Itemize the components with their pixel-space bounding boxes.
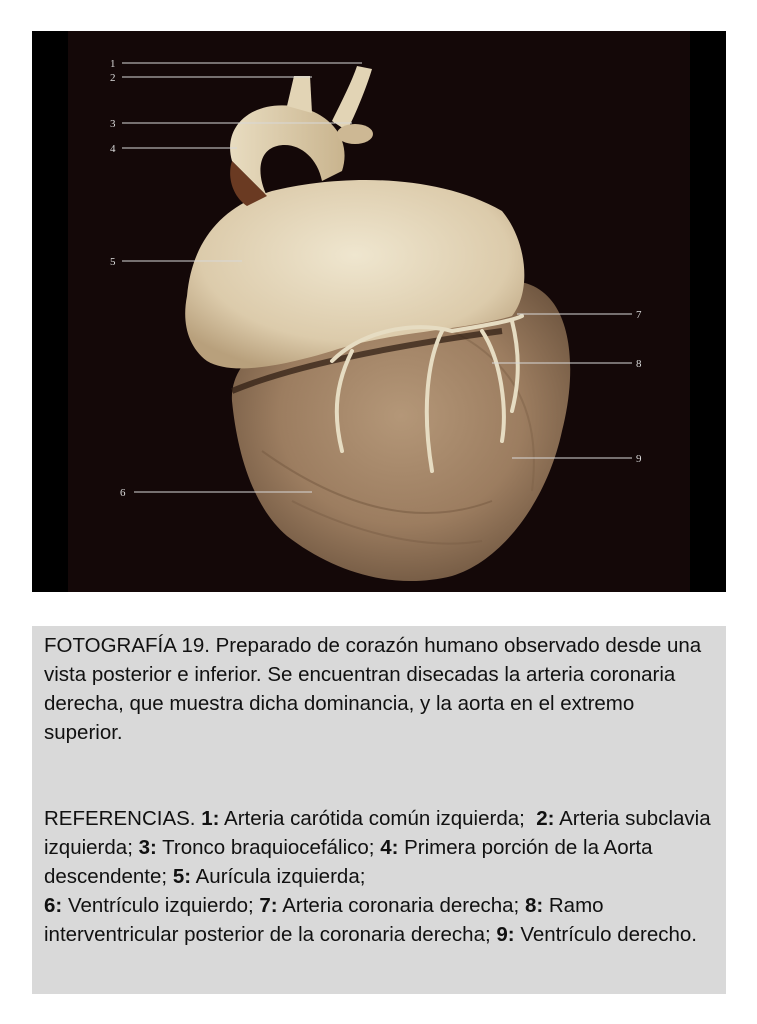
references-heading: REFERENCIAS. xyxy=(44,807,196,830)
caption-box xyxy=(32,626,726,994)
ref-number-6: 6: xyxy=(44,894,63,917)
ref-number-1: 1: xyxy=(201,807,220,830)
label-8: 8 xyxy=(636,358,642,370)
ref-text-6: Ventrículo izquierdo; xyxy=(67,894,254,917)
figure-caption: FOTOGRAFÍA 19. Preparado de corazón humano observado desde una vista posterior e inferior. Se encuentran disecadas la arteria coronaria derecha, que muestra dicha dominancia, y la aorta en el extremo superior. xyxy=(44,634,702,744)
heart-illustration xyxy=(32,31,726,592)
ref-text-8: Ramo interventricular posterior de la coronaria derecha; xyxy=(44,894,604,946)
ref-number-9: 9: xyxy=(496,923,515,946)
label-4: 4 xyxy=(110,143,116,155)
ref-number-3: 3: xyxy=(138,836,157,859)
ref-text-7: Arteria coronaria derecha; xyxy=(282,894,520,917)
ref-number-4: 4: xyxy=(380,836,399,859)
references xyxy=(44,804,716,949)
label-6: 6 xyxy=(120,487,126,499)
ref-text-5: Aurícula izquierda; xyxy=(195,865,366,888)
ref-number-5: 5: xyxy=(172,865,192,888)
heart-photograph xyxy=(32,31,726,592)
ref-text-2: Arteria subclavia izquierda; xyxy=(44,807,711,859)
ref-text-9: Ventrículo derecho. xyxy=(520,923,697,946)
label-3: 3 xyxy=(110,118,116,130)
label-5: 5 xyxy=(110,256,116,268)
ref-number-2: 2: xyxy=(536,807,555,830)
label-1: 1 xyxy=(110,58,116,70)
label-7: 7 xyxy=(636,309,642,321)
ref-text-1: Arteria carótida común izquierda; xyxy=(224,807,525,830)
ref-number-8: 8: xyxy=(524,894,544,917)
ref-text-3: Tronco braquiocefálico; xyxy=(162,836,375,859)
ref-number-7: 7: xyxy=(259,894,278,917)
label-9: 9 xyxy=(636,453,642,465)
label-2: 2 xyxy=(110,72,116,84)
ref-text-4: Primera porción de la Aorta descendente; xyxy=(44,836,653,888)
